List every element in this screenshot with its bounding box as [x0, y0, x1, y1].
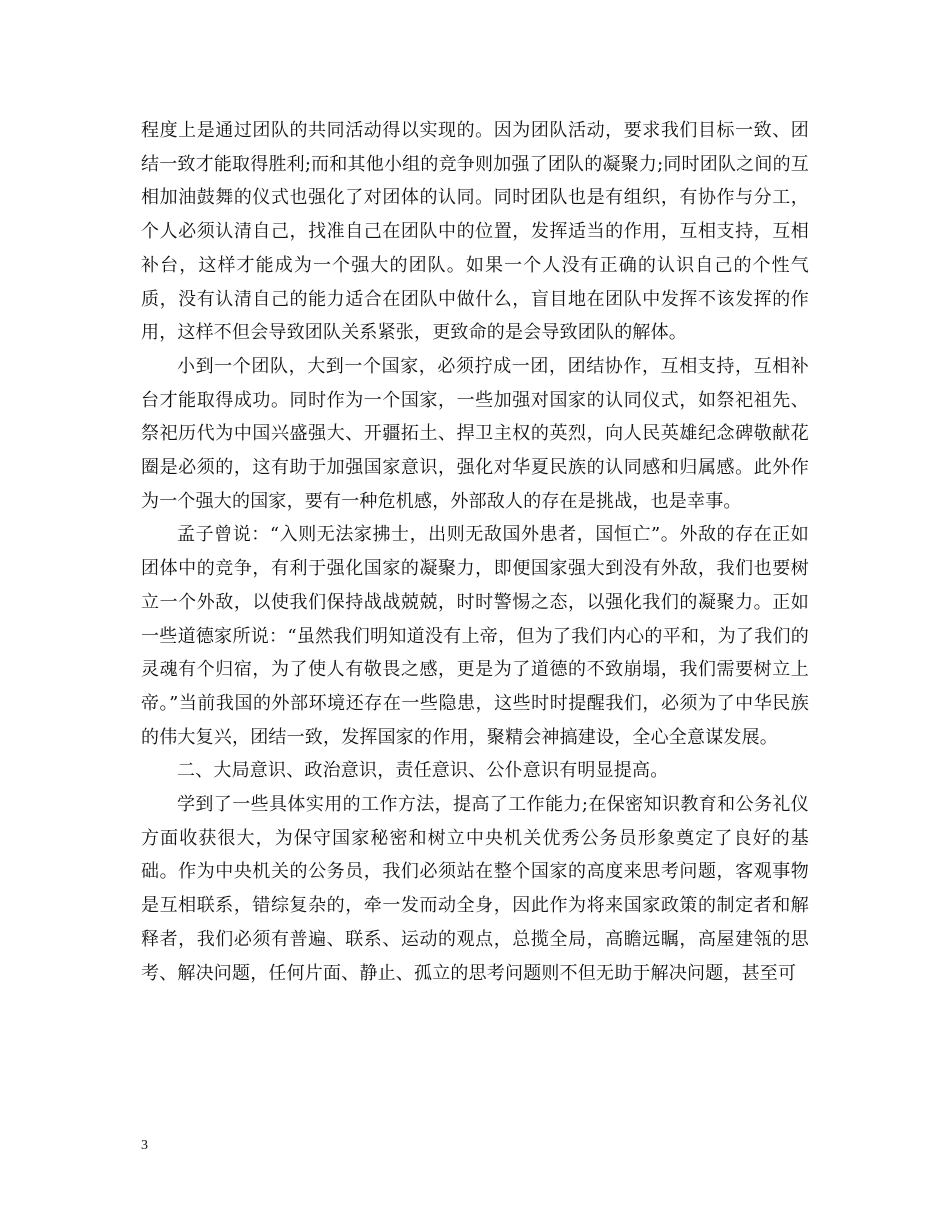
paragraph-2: 小到一个团队，大到一个国家，必须拧成一团，团结协作，互相支持，互相补台才能取得成功。同时作为一个国家，一些加强对国家的认同仪式，如祭祀祖先、祭祀历代为中国兴盛强大、开疆拓土、捍卫主权的英烈，向人民英雄纪念碑敬献花圈是必须的，这有助于加强国家意识，强化对华夏民族的认同感和归属感。此外作为一个强大的国家，要有一种危机感，外部敌人的存在是挑战，也是幸事。	[141, 355, 809, 512]
section-heading: 二、大局意识、政治意识，责任意识、公仆意识有明显提高。	[177, 760, 669, 782]
paragraph-1: 程度上是通过团队的共同活动得以实现的。因为团队活动，要求我们目标一致、团结一致才能取得胜利;而和其他小组的竞争则加强了团队的凝聚力;同时团队之间的互相加油鼓舞的仪式也强化了对团体的认同。同时团队也是有组织，有协作与分工，个人必须认清自己，找准自己在团队中的位置，发挥适当的作用，互相支持，互相补台，这样才能成为一个强大的团队。如果一个人没有正确的认识自己的个性气质，没有认清自己的能力适合在团队中做什么，盲目地在团队中发挥不该发挥的作用，这样不但会导致团队关系紧张，更致命的是会导致团队的解体。	[141, 120, 809, 344]
page-number: 3	[141, 1138, 148, 1153]
body-text	[141, 114, 809, 990]
paragraph-4: 学到了一些具体实用的工作方法，提高了工作能力;在保密知识教育和公务礼仪方面收获很大，为保守国家秘密和树立中央机关优秀公务员形象奠定了良好的基础。作为中央机关的公务员，我们必须站在整个国家的高度来思考问题，客观事物是互相联系，错综复杂的，牵一发而动全身，因此作为将来国家政策的制定者和解释者，我们必须有普遍、联系、运动的观点，总揽全局，高瞻远瞩，高屋建瓴的思考、解决问题，任何片面、静止、孤立的思考问题则不但无助于解决问题，甚至可	[141, 794, 809, 984]
paragraph-3: 孟子曾说：“入则无法家拂士，出则无敌国外患者，国恒亡”。外敌的存在正如团体中的竞争，有利于强化国家的凝聚力，即便国家强大到没有外敌，我们也要树立一个外敌，以使我们保持战战兢兢，时时警惕之态，以强化我们的凝聚力。正如一些道德家所说：“虽然我们明知道没有上帝，但为了我们内心的平和，为了我们的灵魂有个归宿，为了使人有敬畏之感，更是为了道德的不致崩塌，我们需要树立上帝。”当前我国的外部环境还存在一些隐患，这些时时提醒我们，必须为了中华民族的伟大复兴，团结一致，发挥国家的作用，聚精会神搞建设，全心全意谋发展。	[141, 524, 809, 748]
